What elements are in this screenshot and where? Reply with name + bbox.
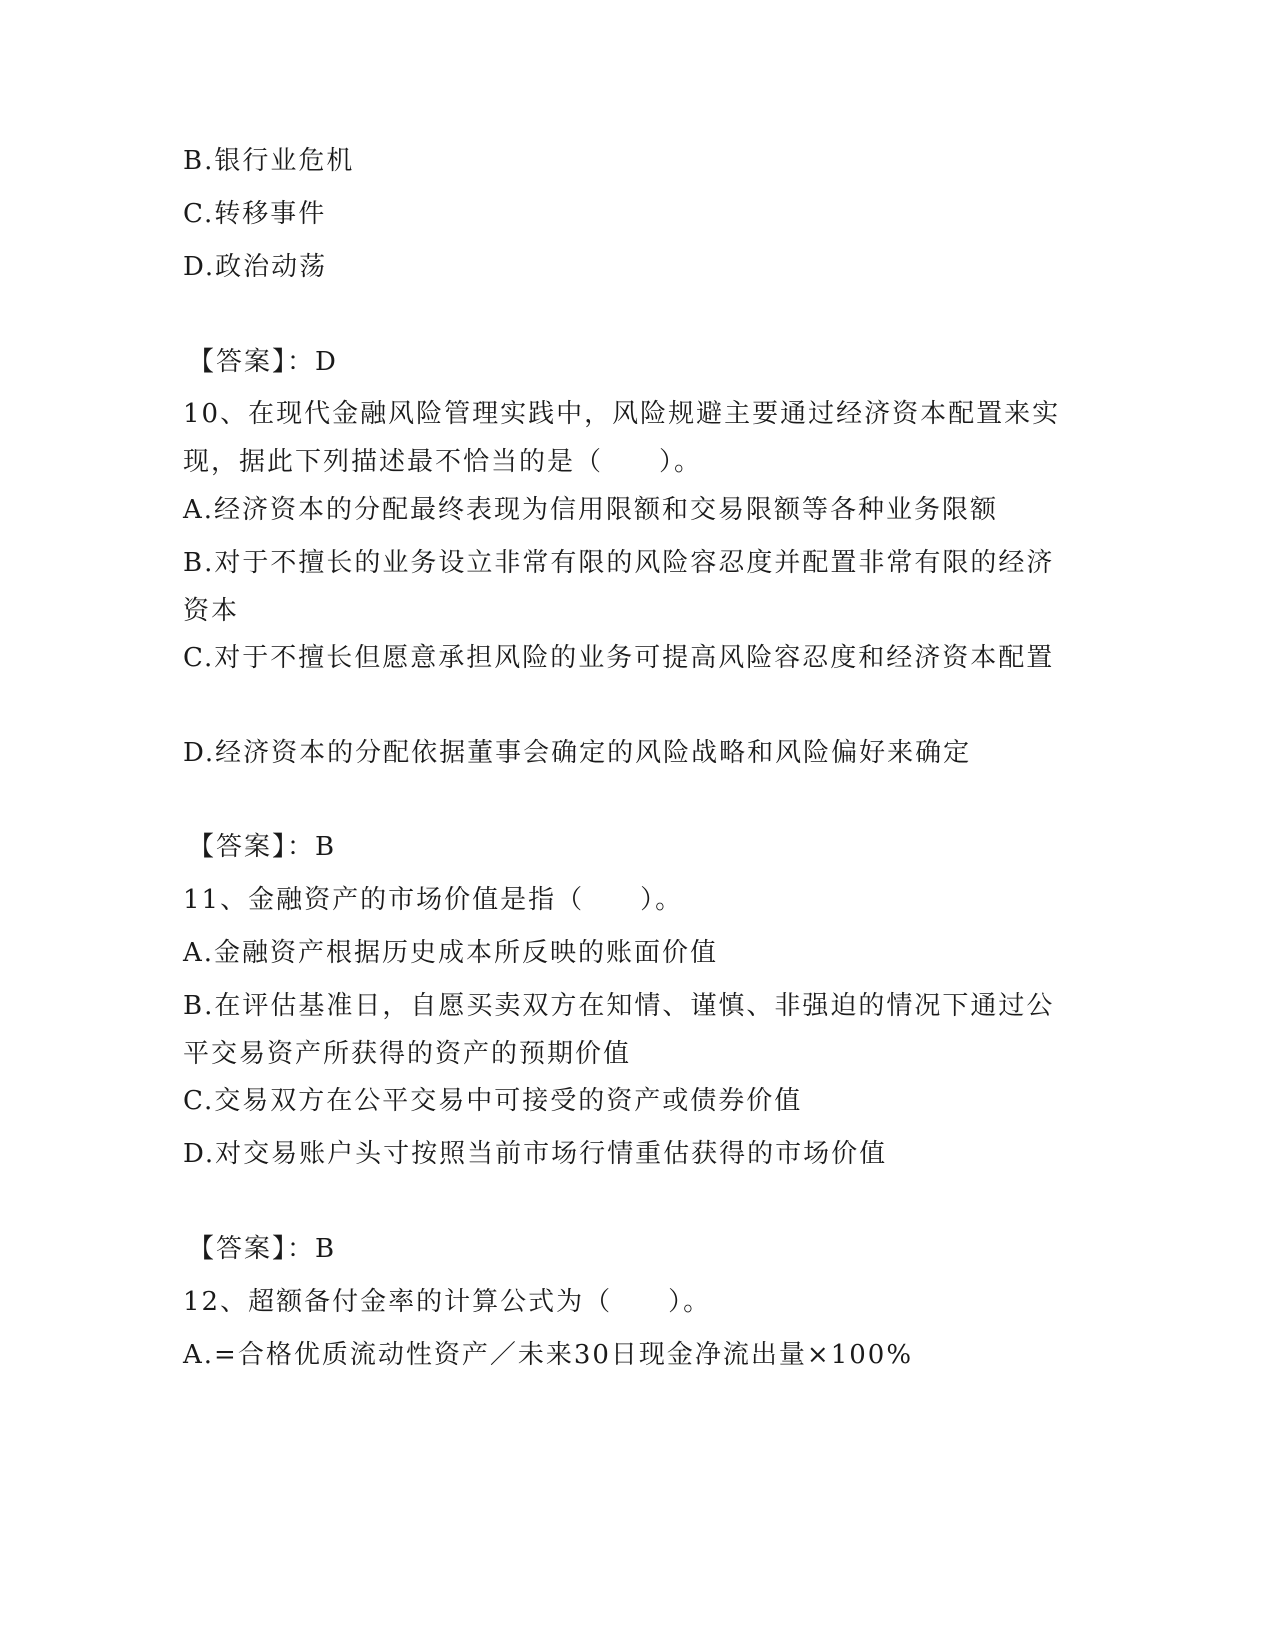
q10-option-d: D.经济资本的分配依据董事会确定的风险战略和风险偏好来确定 [183, 738, 972, 768]
q9-option-c: C.转移事件 [183, 199, 327, 229]
q10-option-b: B.对于不擅长的业务设立非常有限的风险容忍度并配置非常有限的经济资本 [183, 548, 1055, 626]
q11-option-d: D.对交易账户头寸按照当前市场行情重估获得的市场价值 [183, 1139, 888, 1169]
q9-option-d: D.政治动荡 [183, 252, 328, 282]
q9-option-b: B.银行业危机 [183, 146, 355, 176]
q12-question: 12、超额备付金率的计算公式为（ ）。 [183, 1287, 712, 1317]
q9-answer: 【答案】：D [188, 347, 338, 377]
q10-question: 10、在现代金融风险管理实践中，风险规避主要通过经济资本配置来实现，据此下列描述最不恰当的是（ ）。 [183, 399, 1061, 477]
q11-question: 11、金融资产的市场价值是指（ ）。 [183, 885, 684, 915]
q12-option-a: A.=合格优质流动性资产／未来30日现金净流出量×100% [183, 1340, 914, 1370]
q11-option-b: B.在评估基准日，自愿买卖双方在知情、谨慎、非强迫的情况下通过公平交易资产所获得的资产的预期价值 [183, 991, 1055, 1069]
q11-option-c: C.交易双方在公平交易中可接受的资产或债券价值 [183, 1086, 803, 1116]
q11-option-a: A.金融资产根据历史成本所反映的账面价值 [183, 938, 719, 968]
q10-answer: 【答案】：B [188, 832, 337, 862]
q11-answer: 【答案】：B [188, 1234, 337, 1264]
q10-option-a: A.经济资本的分配最终表现为信用限额和交易限额等各种业务限额 [183, 495, 999, 525]
q10-option-c: C.对于不擅长但愿意承担风险的业务可提高风险容忍度和经济资本配置 [183, 643, 1055, 673]
